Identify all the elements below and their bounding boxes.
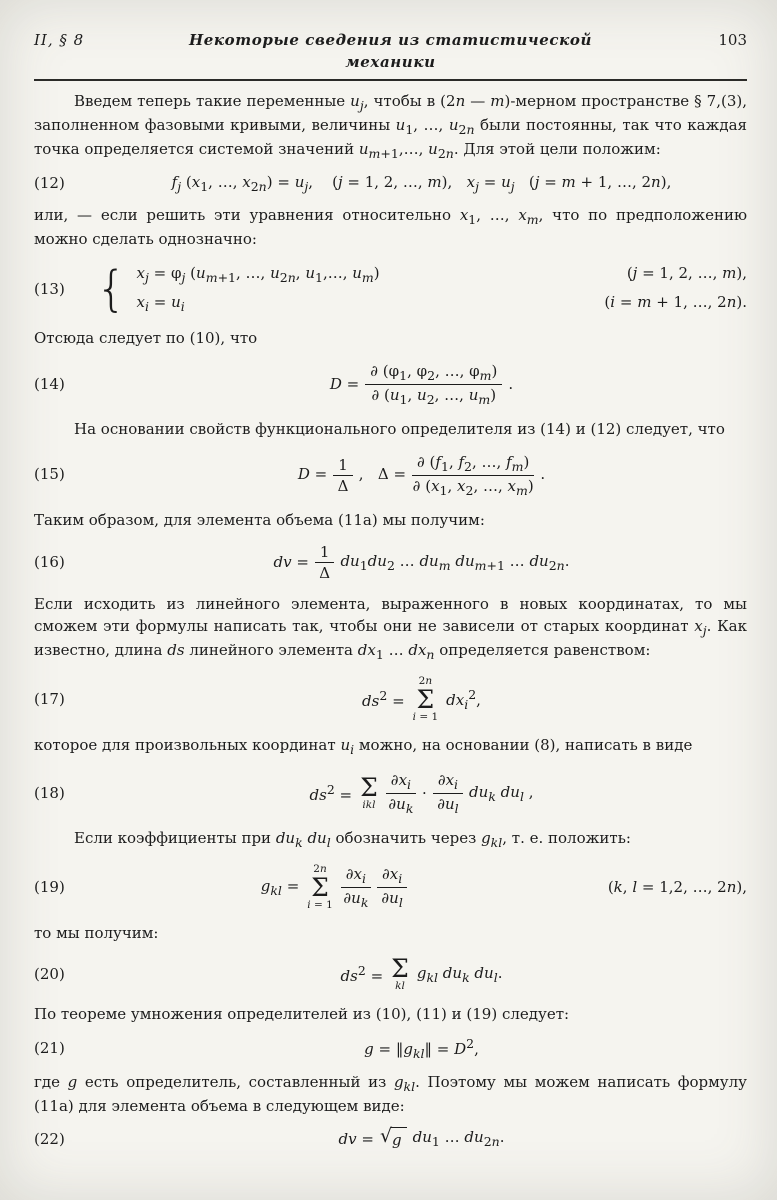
fraction	[341, 865, 371, 910]
formula-lhs: dv =	[338, 1129, 374, 1148]
page-header	[34, 30, 747, 81]
sum-lower-limit: i = 1	[307, 898, 333, 911]
paragraph: где g есть определитель, составленный из $g_{kl}$. Поэтому мы можем написать формулу (11а) для элемента объема в следующем виде:	[34, 1073, 747, 1116]
sigma-symbol: Σ	[416, 684, 435, 714]
paragraph: или, — если решить эти уравнения относительно $x_1$, …, $x_m$, что по предположению можно сделать однозначно:	[34, 206, 747, 249]
equation-16	[34, 543, 747, 582]
equation-body	[96, 864, 572, 911]
fraction-denominator: $\partial u_k$	[388, 795, 414, 817]
multiplication-dot: ·	[422, 783, 427, 802]
equation-body: $f_j$ ($x_1$, …, $x_{2n}) = u_j$, (j = 1, 2, …, m), $x_j = u_j$ (j = m + 1, …, 2n),	[171, 172, 672, 194]
sum-lower-limit: kl	[395, 979, 405, 992]
equation-number: (14)	[34, 374, 65, 393]
equation-number: (19)	[34, 878, 65, 897]
equation-body	[96, 362, 747, 407]
fraction-numerator: $\partial x_i$	[341, 865, 371, 888]
equation-number: (15)	[34, 465, 65, 484]
fraction-denominator: Δ	[319, 564, 331, 583]
formula-suffix: .	[540, 465, 546, 484]
sum-lower-limit: i = 1	[412, 710, 439, 723]
case-formula: $x_j = \varphi_j$ ($u_{m+1}$, …, $u_{2n}$, $u_1,\dots$, $u_m$)	[136, 263, 380, 285]
fraction-numerator: 1	[333, 456, 353, 476]
equation-body	[96, 453, 747, 498]
case-line	[137, 263, 747, 287]
equation-17	[34, 676, 747, 723]
fraction-numerator: ∂ ($\varphi_1$, $\varphi_2$, …, $\varphi_m$)	[365, 362, 502, 385]
equation-number: (18)	[34, 783, 65, 802]
equation-cases	[137, 263, 747, 316]
equation-12	[34, 172, 747, 196]
case-condition: (i = m + 1, …, 2n).	[604, 293, 747, 311]
running-title: Некоторые сведения из статистической механики	[189, 31, 592, 71]
sum-upper-limit: 2n	[313, 863, 327, 876]
formula-lhs: $ds^2$ =	[309, 781, 353, 804]
sum-lower-limit: ikl	[362, 798, 376, 811]
formula-lhs: D =	[329, 374, 360, 393]
paragraph: которое для произвольных координат $u_i$ можно, на основании (8), написать в виде	[34, 736, 693, 758]
formula-suffix: $du_1du_2$ … $du_m$ $du_{m+1}$ … $du_{2n}$.	[340, 551, 570, 573]
equation-body	[96, 676, 747, 723]
fraction-denominator: Δ	[337, 476, 349, 495]
square-root	[380, 1127, 407, 1152]
sum-upper-limit: 2n	[418, 675, 433, 688]
equation-body	[96, 771, 747, 816]
equation-number: (16)	[34, 553, 65, 571]
paragraph: Отсюда следует по (10), что	[34, 329, 258, 348]
fraction	[386, 771, 416, 816]
sigma-symbol: Σ	[391, 954, 409, 984]
fraction	[333, 456, 353, 495]
equation-number: (20)	[34, 964, 65, 983]
equation-19	[34, 864, 747, 911]
left-brace: {	[96, 261, 127, 318]
fraction	[377, 865, 407, 910]
fraction	[365, 362, 502, 407]
equation-15	[34, 453, 747, 498]
case-line	[137, 292, 747, 316]
fraction-denominator: $\partial u_k$	[343, 889, 369, 911]
paragraph: то мы получим:	[34, 924, 159, 943]
formula-lhs: dv =	[273, 553, 309, 571]
equation-number: (13)	[34, 279, 65, 298]
equation-number: (17)	[34, 689, 65, 708]
paragraph: Если коэффициенты при $du_k$ $du_l$ обозначить через $g_{kl}$, т. е. положить:	[74, 829, 631, 851]
paragraph: Если исходить из линейного элемента, выраженного в новых координатах, то мы сможем эти формулы написать так, чтобы они не зависели от старых координат $x_j$. Как известно, длина ds линейного элемента $dx_1$ … $dx_n$ определяется равенством:	[34, 595, 747, 663]
equation-number: (22)	[34, 1129, 65, 1148]
equation-20	[34, 954, 747, 992]
fraction	[315, 543, 335, 582]
summation	[413, 676, 439, 723]
formula-suffix: $g_{kl}$ $du_k$ $du_l$.	[416, 963, 503, 985]
formula-lhs: $g_{kl}$ =	[260, 876, 300, 898]
equation-body	[96, 954, 747, 992]
formula-suffix: .	[508, 374, 514, 393]
equation-22	[34, 1127, 747, 1152]
equation-13	[34, 263, 747, 316]
fraction-numerator: $\partial x_i$	[377, 865, 407, 888]
paragraph: Таким образом, для элемента объема (11а) мы получим:	[34, 510, 485, 529]
formula-suffix: $dx_i^2$,	[446, 686, 481, 712]
equation-condition: (k, l = 1,2, …, 2n),	[607, 878, 747, 897]
case-formula: $x_i = u_i$	[136, 293, 185, 314]
equation-body	[96, 1127, 747, 1152]
equation-21	[34, 1035, 747, 1063]
formula-suffix: $du_k$ $du_l$ ,	[469, 782, 534, 804]
fraction-numerator: $\partial x_i$	[433, 771, 463, 794]
paragraph-intro: Введем теперь такие переменные $u_j$, чтобы в (2n — m)-мерном пространстве § 7,(3), заполненном фазовыми кривыми, величины $u_1$, …, $u_{2n}$ были постоянны, так что каждая точка определяется системой значений $u_{m+1},\dots$, $u_{2n}$. Для этой цели положим:	[34, 91, 747, 161]
paragraph: По теореме умножения определителей из (10), (11) и (19) следует:	[34, 1005, 570, 1024]
sigma-symbol: Σ	[311, 873, 329, 903]
formula-mid: , Δ =	[358, 465, 407, 484]
page-number: 103	[718, 31, 747, 49]
chapter-label: II, § 8	[34, 31, 85, 49]
fraction-numerator: 1	[315, 543, 335, 563]
equation-14	[34, 362, 747, 407]
formula-lhs: $ds^2$ =	[362, 687, 405, 710]
case-condition: (j = 1, 2, …, m),	[626, 263, 747, 282]
equation-body: $g = ‖g_{kl}‖ = D^2$,	[364, 1036, 479, 1062]
fraction-denominator: ∂ ($x_1$, $x_2$, …, $x_m$)	[412, 476, 534, 498]
summation	[307, 864, 333, 911]
radicand: g	[391, 1127, 407, 1152]
sigma-symbol: Σ	[360, 773, 378, 803]
formula-lhs: $ds^2$ =	[340, 962, 384, 985]
fraction-denominator: ∂ ($u_1$, $u_2$, …, $u_m$)	[371, 385, 497, 407]
summation	[360, 773, 378, 811]
formula-lhs: D =	[297, 465, 328, 484]
equation-number: (12)	[34, 174, 65, 193]
formula-suffix: $du_1$ … $du_{2n}$.	[412, 1128, 505, 1150]
fraction	[412, 453, 534, 498]
equation-18	[34, 771, 747, 816]
equation-number: (21)	[34, 1039, 65, 1058]
radical-symbol: √	[379, 1125, 393, 1148]
fraction-numerator: ∂ ($f_1$, $f_2$, …, $f_m$)	[412, 453, 534, 476]
paragraph: На основании свойств функционального определителя из (14) и (12) следует, что	[74, 419, 725, 438]
equation-body	[96, 543, 747, 582]
fraction-numerator: $\partial x_i$	[386, 771, 416, 794]
summation	[391, 954, 409, 992]
fraction-denominator: $\partial u_l$	[437, 795, 459, 817]
fraction-denominator: $\partial u_l$	[381, 889, 403, 911]
fraction	[433, 771, 463, 816]
